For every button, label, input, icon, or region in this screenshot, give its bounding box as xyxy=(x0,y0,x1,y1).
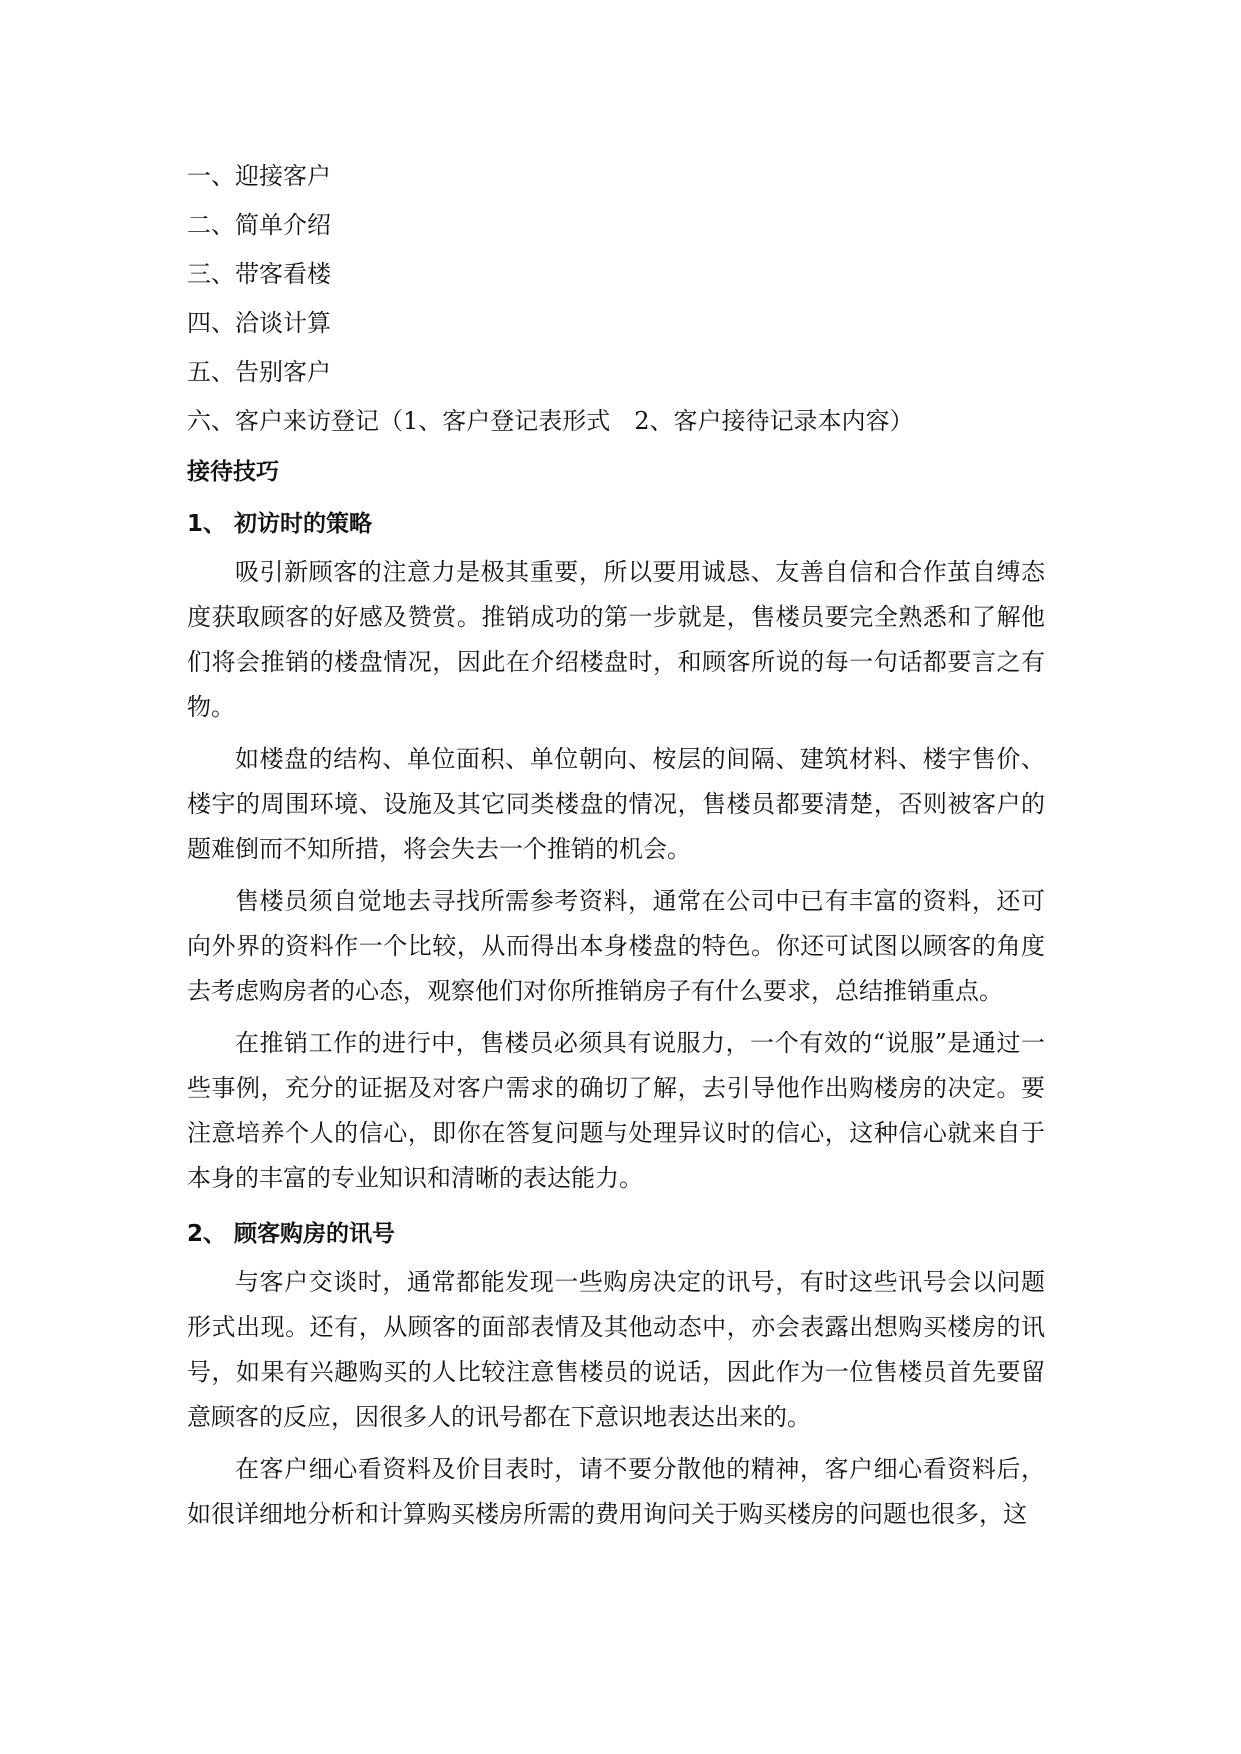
step-welcome-client: 一、迎接客户 xyxy=(187,162,331,190)
step-brief-intro: 二、简单介绍 xyxy=(187,211,331,239)
subsection-title-first-visit: 1、 初访时的策略 xyxy=(187,511,373,537)
paragraph: 吸引新顾客的注意力是极其重要，所以要用诚恳、友善自信和合作茧自缚态度获取顾客的好感及赞赏。推销成功的第一步就是，售楼员要完全熟悉和了解他们将会推销的楼盘情况，因此在介绍楼盘时，和顾客所说的每一句话都要言之有物。 xyxy=(187,558,1045,721)
paragraph: 售楼员须自觉地去寻找所需参考资料，通常在公司中已有丰富的资料，还可向外界的资料作一个比较，从而得出本身楼盘的特色。你还可试图以顾客的角度去考虑购房者的心态，观察他们对你所推销房子有什么要求，总结推销重点。 xyxy=(187,887,1045,1005)
paragraph: 在客户细心看资料及价目表时，请不要分散他的精神，客户细心看资料后，如很详细地分析和计算购买楼房所需的费用询问关于购买楼房的问题也很多，这 xyxy=(187,1455,1045,1528)
step-property-tour: 三、带客看楼 xyxy=(187,260,331,288)
section-title-reception-skills: 接待技巧 xyxy=(187,459,279,485)
step-visit-registration: 六、客户来访登记（1、客户登记表形式 2、客户接待记录本内容） xyxy=(187,407,914,435)
paragraph: 如楼盘的结构、单位面积、单位朝向、桉层的间隔、建筑材料、楼宇售价、楼宇的周围环境、设施及其它同类楼盘的情况，售楼员都要清楚，否则被客户的题难倒而不知所措，将会失去一个推销的机会。 xyxy=(187,745,1045,863)
subsection-title-buying-signals: 2、 顾客购房的讯号 xyxy=(187,1221,396,1247)
paragraph: 与客户交谈时，通常都能发现一些购房决定的讯号，有时这些讯号会以问题形式出现。还有，从顾客的面部表情及其他动态中，亦会表露出想购买楼房的讯号，如果有兴趣购买的人比较注意售楼员的说话，因此作为一位售楼员首先要留意顾客的反应，因很多人的讯号都在下意识地表达出来的。 xyxy=(187,1268,1045,1431)
step-negotiation: 四、洽谈计算 xyxy=(187,309,331,337)
step-farewell: 五、告别客户 xyxy=(187,358,331,386)
document-body xyxy=(187,152,1045,1544)
paragraph: 在推销工作的进行中，售楼员必须具有说服力，一个有效的“说服”是通过一些事例，充分的证据及对客户需求的确切了解，去引导他作出购楼房的决定。要注意培养个人的信心，即你在答复问题与处理异议时的信心，这种信心就来自于本身的丰富的专业知识和清晰的表达能力。 xyxy=(187,1029,1045,1192)
